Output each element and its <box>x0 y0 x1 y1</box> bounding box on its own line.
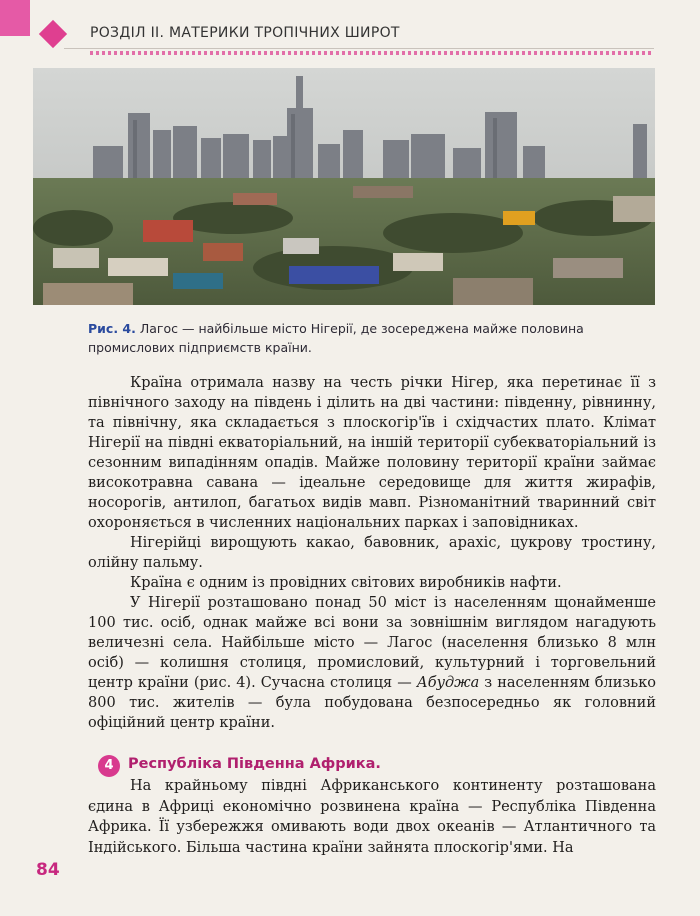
paragraph-south-africa: На крайньому півдні Африканського континенту розташована єдина в Африці економічно розвинена країна — Республіка Південна Африка. Її узбережжя омивають води двох океанів — Атлантичного та Індійського. Більша частина країни зайнята плоскогір'ями. На <box>88 778 656 856</box>
main-text <box>88 373 656 733</box>
header-dotted-rule <box>90 51 654 55</box>
section-text <box>88 776 656 858</box>
lagos-skyline-photo <box>33 68 655 305</box>
page-number: 84 <box>36 860 60 880</box>
paragraph-oil: Країна є одним із провідних світових виробників нафти. <box>130 575 562 591</box>
capital-name: Абуджа <box>416 675 480 691</box>
header-rule <box>64 48 654 49</box>
figure-label: Рис. 4. <box>88 321 136 336</box>
section-title: Республіка Південна Африка. <box>128 756 381 772</box>
paragraph-cities <box>88 593 656 733</box>
figure-caption-text: Лагос — найбільше місто Нігерії, де зосереджена майже половина промислових підприємств країни. <box>88 321 584 355</box>
section-heading <box>98 754 658 778</box>
header-diamond-marker <box>39 20 67 48</box>
paragraph-agriculture: Нігерійці вирощують какао, бавовник, арахіс, цукрову тростину, олійну пальму. <box>88 535 656 571</box>
cities-text-after: з населенням близько 800 тис. жителів — була побудована безпосередньо як головний офіційний центр країни. <box>88 675 656 731</box>
section-number-badge: 4 <box>98 755 120 777</box>
cities-text-before: У Нігерії розташовано понад 50 міст із населенням щонайменше 100 тис. осіб, однак майже всі вони за зовнішнім виглядом нагадують величезні села. Найбільше місто — Лагос (населення близько 8 млн осіб) — колишня столиця, промисловий, культурний і торговельний центр країни (рис. 4). Сучасна столиця — <box>88 595 656 691</box>
paragraph-geography: Країна отримала назву на честь річки Нігер, яка перетинає її з північного заходу на південь і ділить на дві частини: південну, рівнинну, та північну, яка складається з плоскогір'їв і східчастих плато. Клімат Нігерії на півдні екваторіальний, на іншій території субекваторіальний із сезонним випадінням опадів. Майже половину території країни займає високотравна савана — ідеальне середовище для життя жирафів, носорогів, антилоп, багатьох видів мавп. Різноманітний тваринний світ охороняється в численних національних парках і заповідниках. <box>88 375 656 531</box>
running-head-title: РОЗДІЛ ІІ. МАТЕРИКИ ТРОПІЧНИХ ШИРОТ <box>90 25 400 41</box>
corner-color-tab <box>0 0 30 36</box>
figure-caption <box>88 319 660 357</box>
